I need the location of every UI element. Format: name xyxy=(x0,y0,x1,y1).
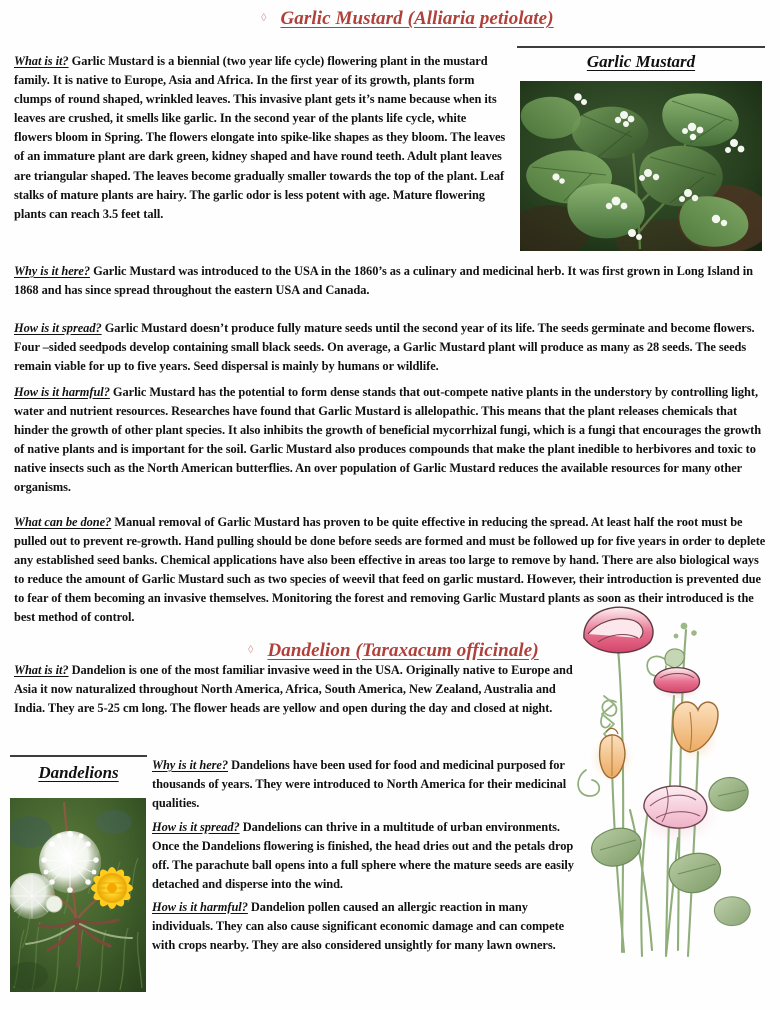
paragraph-question: How is it harmful? xyxy=(14,385,110,399)
paragraph-question: How is it spread? xyxy=(14,321,102,335)
paragraph-question: Why is it here? xyxy=(152,758,229,772)
paragraph-body: Garlic Mustard was introduced to the USA in the 1860’s as a culinary and medicinal herb. It was first grown in Long Island in 1868 and has since spread throughout the eastern USA and Canada. xyxy=(14,264,754,298)
paragraph-how-is-it-harmful-dandelion xyxy=(152,898,586,955)
paragraph-how-is-it-spread-garlic-mustard xyxy=(14,319,766,376)
figure-caption-garlic-mustard: Garlic Mustard xyxy=(586,52,696,71)
paragraph-body: Garlic Mustard doesn’t produce fully mature seeds until the second year of its life. The seeds germinate and become flowers. Four –sided seedpods develop containing small black seeds. On average, a Garlic Mustard plant will produce as many as 28 seeds. The seeds remain viable for up to five years. Seed dispersal is mainly by humans or wildlife. xyxy=(14,321,755,374)
paragraph-body: Garlic Mustard is a biennial (two year life cycle) flowering plant in the mustard family. It is native to Europe, Asia and Africa. In the first year of its growth, plants form clumps of round shaped, wrinkled leaves. This invasive plant gets it’s name because when its leaves are crushed, it smells like garlic. In the second year of the plants life cycle, white flowers bloom in Spring. The flowers elongate into spike-like shapes as they bloom. The leaves of an immature plant are dark green, kidney shaped and have round teeth. Adult plant leaves are triangular shaped. The leaves become gradually smaller towards the top of the plant. Leaf stalks of mature plants are hairy. The garlic odor is less potent with age. Mature flowering plants can reach 3.5 feet tall. xyxy=(14,54,506,221)
diamond-bullet-icon: ◊ xyxy=(261,11,267,24)
paragraph-how-is-it-harmful-garlic-mustard xyxy=(14,383,766,498)
paragraph-body: Manual removal of Garlic Mustard has proven to be quite effective in reducing the spread. At least half the root must be pulled out to prevent re-growth. Hand pulling should be done before seeds are formed and must be followed up for five years in order to deplete any established seed banks. Chemical applications have also been effective in areas too large to remove by hand. There are also biological ways to reduce the amount of Garlic Mustard such as two species of weevil that feed on garlic mustard. However, their introduction is prevented due to fear of them becoming an invasive themselves. Monitoring the forest and removing Garlic Mustard plants as soon as their introduced is the best method of control. xyxy=(14,515,766,625)
paragraph-why-is-it-here-garlic-mustard xyxy=(14,262,766,300)
photo-dandelion xyxy=(10,798,146,992)
figure-caption-rule-dandelion xyxy=(10,755,147,757)
photo-garlic-mustard xyxy=(520,81,762,251)
section-heading-garlic-mustard xyxy=(261,8,554,30)
figure-caption-dandelion: Dandelions xyxy=(38,763,119,782)
paragraph-question: How is it harmful? xyxy=(152,900,248,914)
diamond-bullet-icon: ◊ xyxy=(248,643,254,656)
floral-decoration-illustration xyxy=(570,600,780,960)
paragraph-body: Garlic Mustard has the potential to form dense stands that out-compete native plants in the understory by controlling light, water and nutrient resources. Researches have found that Garlic Mustard is allelopathic. This means that the plant releases chemicals that hinder the growth of other plant species. It also inhibits the growth of beneficial mycorrhizal fungi, which is a fungi that encourages the growth of native plants and is important for the soil. Garlic Mustard also produces compounds that make the plant inedible to herbivores and toxic to native insects such as the North American butterflies. An over population of Garlic Mustard reduces the available resources for many other organisms. xyxy=(14,385,762,495)
paragraph-question: What can be done? xyxy=(14,515,112,529)
paragraph-body: Dandelion pollen caused an allergic reaction in many individuals. They can also cause significant economic damage and can compete with crops nearby. They are also considered unsightly for many lawn owners. xyxy=(152,900,565,953)
paragraph-question: What is it? xyxy=(14,54,69,68)
heading-label: Dandelion (Taraxacum officinale) xyxy=(267,640,539,661)
paragraph-why-is-it-here-dandelion xyxy=(152,756,586,813)
paragraph-body: Dandelions can thrive in a multitude of urban environments. Once the Dandelions flowering is finished, the head dries out and the petals drop off. The parachute ball opens into a full sphere where the mature seeds are easily detached and disperse into the wind. xyxy=(152,820,574,892)
paragraph-what-is-it-garlic-mustard xyxy=(14,52,506,224)
paragraph-what-can-be-done-garlic-mustard xyxy=(14,513,766,628)
paragraph-question: What is it? xyxy=(14,663,69,677)
heading-label: Garlic Mustard (Alliaria petiolate) xyxy=(280,8,554,29)
paragraph-question: How is it spread? xyxy=(152,820,240,834)
paragraph-question: Why is it here? xyxy=(14,264,91,278)
paragraph-how-is-it-spread-dandelion xyxy=(152,818,586,894)
paragraph-what-is-it-dandelion xyxy=(14,661,586,718)
paragraph-body: Dandelion is one of the most familiar invasive weed in the USA. Originally native to Europe and Asia it now naturalized throughout North America, Africa, South America, New Zealand, Australia and India. They are 5-25 cm long. The flower heads are yellow and open during the day and closed at night. xyxy=(14,663,573,716)
section-heading-dandelion xyxy=(248,640,539,662)
paragraph-body: Dandelions have been used for food and medicinal purposed for thousands of years. They were introduced to North America for their medicinal qualities. xyxy=(152,758,567,811)
figure-caption-rule-garlic-mustard xyxy=(517,46,765,48)
